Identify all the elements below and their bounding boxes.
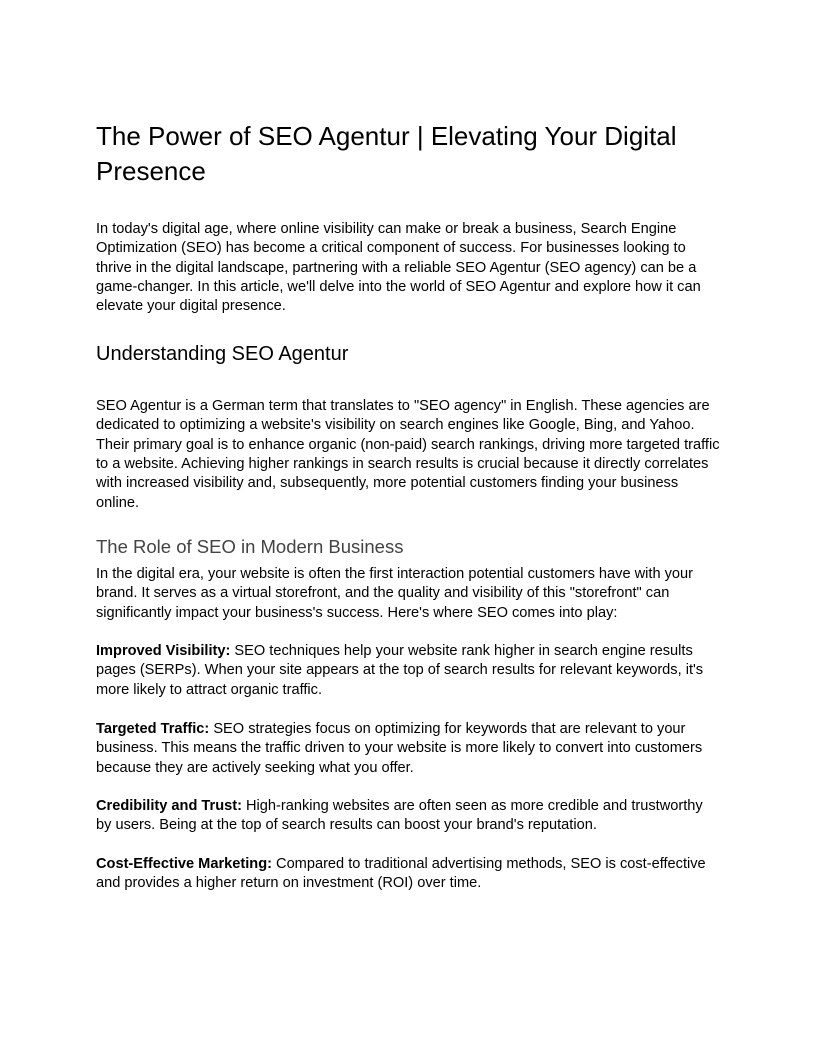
point-cost-effective — [96, 855, 720, 894]
point-text: Compared to traditional advertising methods, SEO is cost-effective and provides a higher return on investment (ROI) over time. — [96, 856, 706, 892]
section-heading-understanding: Understanding SEO Agentur — [96, 343, 349, 365]
point-text: SEO techniques help your website rank higher in search engine results pages (SERPs). When your site appears at the top of search results for relevant keywords, it's more likely to attract organic traffic. — [96, 643, 704, 698]
section-role-paragraph: In the digital era, your website is often the first interaction potential customers have with your brand. It serves as a virtual storefront, and the quality and visibility of this "storefront" can significantly impact your business's success. Here's where SEO comes into play: — [96, 566, 694, 621]
point-label: Improved Visibility: — [96, 643, 231, 659]
intro-paragraph: In today's digital age, where online visibility can make or break a business, Search Engine Optimization (SEO) has become a critical component of success. For businesses looking to thrive in the digital landscape, partnering with a reliable SEO Agentur (SEO agency) can be a game-changer. In this article, we'll delve into the world of SEO Agentur and explore how it can elevate your digital presence. — [96, 221, 701, 315]
point-label: Targeted Traffic: — [96, 721, 210, 737]
point-credibility-trust — [96, 797, 720, 836]
point-targeted-traffic — [96, 720, 720, 778]
section-understanding-paragraph: SEO Agentur is a German term that translates to "SEO agency" in English. These agencies are dedicated to optimizing a website's visibility on search engines like Google, Bing, and Yahoo. Their primary goal is to enhance organic (non-paid) search rankings, driving more targeted traffic to a website. Achieving higher rankings in search results is crucial because it directly correlates with increased visibility and, subsequently, more potential customers finding your business online. — [96, 398, 720, 511]
point-label: Cost-Effective Marketing: — [96, 856, 272, 872]
point-label: Credibility and Trust: — [96, 798, 242, 814]
subsection-heading-role: The Role of SEO in Modern Business — [96, 536, 404, 557]
document-title: The Power of SEO Agentur | Elevating Your Digital Presence — [96, 121, 677, 186]
point-text: High-ranking websites are often seen as more credible and trustworthy by users. Being at the top of search results can boost your brand's reputation. — [96, 798, 703, 834]
point-text: SEO strategies focus on optimizing for keywords that are relevant to your business. This means the traffic driven to your website is more likely to convert into customers because they are actively seeking what you offer. — [96, 721, 703, 776]
point-improved-visibility — [96, 642, 720, 700]
